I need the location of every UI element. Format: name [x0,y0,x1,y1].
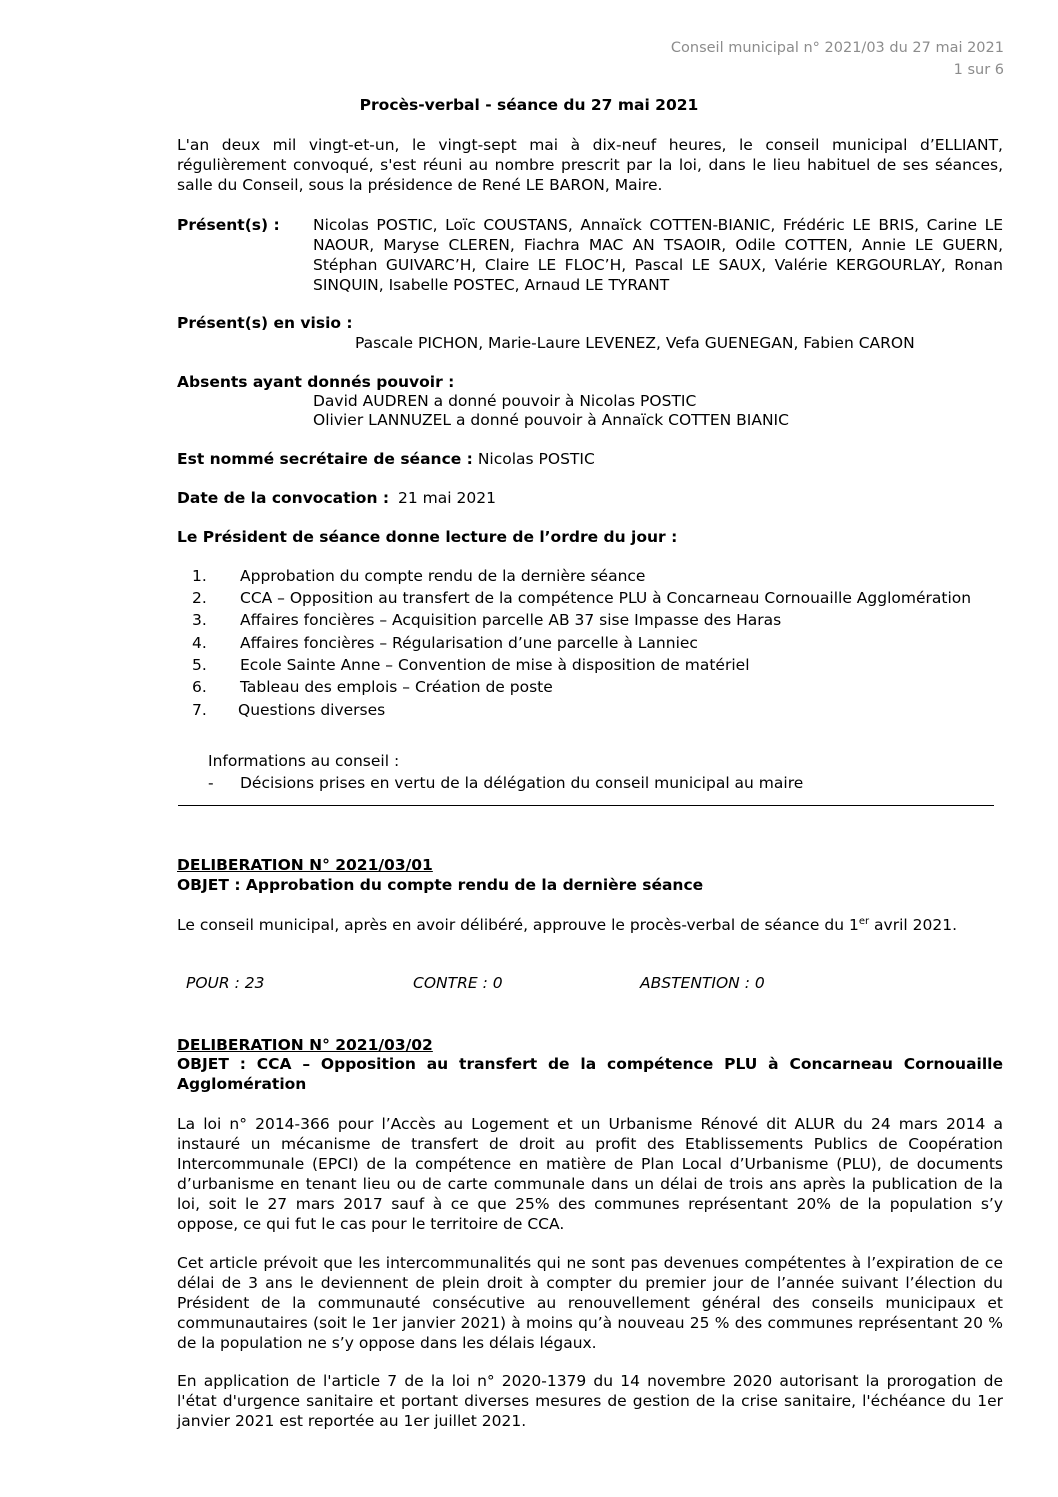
secretaire-value: Nicolas POSTIC [477,450,595,468]
agenda-item: Questions diverses [238,701,386,719]
document-title: Procès-verbal - séance du 27 mai 2021 [359,96,699,114]
agenda-item: Affaires foncières – Acquisition parcelle AB 37 sise Impasse des Haras [240,611,782,629]
document-reference: Conseil municipal n° 2021/03 du 27 mai 2021 [670,40,1004,56]
agenda-item: CCA – Opposition au transfert de la compétence PLU à Concarneau Cornouaille Agglomération [240,589,972,607]
delib1-title: DELIBERATION N° 2021/03/01 [177,856,433,874]
agenda-item-number: 6. [192,678,207,696]
vote-pour: POUR : 23 [186,974,265,992]
secretaire-line [177,449,595,469]
agenda-item: Ecole Sainte Anne – Convention de mise à disposition de matériel [240,656,750,674]
absent-proxy-line: Olivier LANNUZEL a donné pouvoir à Annaïck COTTEN BIANIC [313,411,789,429]
agenda-item-number: 4. [192,634,207,652]
absent-proxy-line: David AUDREN a donné pouvoir à Nicolas POSTIC [313,392,697,410]
agenda-item: Approbation du compte rendu de la dernière séance [240,567,646,585]
present-label: Présent(s) : [177,216,280,234]
vote-abstention: ABSTENTION : 0 [640,974,765,992]
delib1-text: Le conseil municipal, après en avoir délibéré, approuve le procès-verbal de séance du 1er avril 2021. [177,915,957,934]
delib2-paragraph: En application de l'article 7 de la loi n° 2020-1379 du 14 novembre 2020 autorisant la prorogation de l'état d'urgence sanitaire et portant diverses mesures de gestion de la crise sanitaire, l'échéance du 1er janvier 2021 est reportée au 1er juillet 2021. [177,1372,1003,1430]
vote-contre: CONTRE : 0 [413,974,503,992]
delib2-paragraph: Cet article prévoit que les intercommunalités qui ne sont pas devenues compétentes à l’expiration de ce délai de 3 ans le deviennent de plein droit à compter du premier jour de l’année suivant l’élection du Président de la communauté consécutive au renouvellement général des conseils municipaux et communautaires (soit le 1er janvier 2021) à moins qu’à nouveau 25 % des communes représentant 20 % de la population ne s’y oppose dans les délais légaux. [177,1254,1003,1352]
info-label: Informations au conseil : [208,752,400,770]
present-visio-label: Présent(s) en visio : [177,314,353,332]
delib2-objet: OBJET : CCA – Opposition au transfert de la compétence PLU à Concarneau Cornouaille Agglomération [177,1055,1003,1093]
agenda-item: Tableau des emplois – Création de poste [240,678,553,696]
agenda-item-number: 5. [192,656,207,674]
present-visio-list: Pascale PICHON, Marie-Laure LEVENEZ, Vefa GUENEGAN, Fabien CARON [355,334,915,352]
agenda-item: Affaires foncières – Régularisation d’une parcelle à Lanniec [240,634,698,652]
agenda-label: Le Président de séance donne lecture de l’ordre du jour : [177,528,678,546]
info-item: Décisions prises en vertu de la délégation du conseil municipal au maire [240,774,804,792]
delib1-objet: OBJET : Approbation du compte rendu de la dernière séance [177,876,704,894]
present-list: Nicolas POSTIC, Loïc COUSTANS, Annaïck COTTEN-BIANIC, Frédéric LE BRIS, Carine LE NAOUR, Maryse CLEREN, Fiachra MAC AN TSAOIR, Odile COTTEN, Annie LE GUERN, Stéphan GUIVARC’H, Claire LE FLOC’H, Pascal LE SAUX, Valérie KERGOURLAY, Ronan SINQUIN, Isabelle POSTEC, Arnaud LE TYRANT [313,216,1003,294]
delib2-paragraph: La loi n° 2014-366 pour l’Accès au Logement et un Urbanisme Rénové dit ALUR du 24 mars 2014 a instauré un mécanisme de transfert de droit au profit des Etablissements Publics de Coopération Intercommunale (EPCI) de la compétence en matière de Plan Local d’Urbanisme (PLU), de documents d’urbanisme en tenant lieu ou de carte communale dans un délai de trois ans après la publication de la loi, soit le 27 mars 2017 sauf à ce que 25% des communes représentant 20% de la population s’y oppose, ce qui fut le cas pour le territoire de CCA. [177,1115,1003,1233]
absents-label: Absents ayant donnés pouvoir : [177,373,455,391]
intro-paragraph: L'an deux mil vingt-et-un, le vingt-sept mai à dix-neuf heures, le conseil municipal d’ELLIANT, régulièrement convoqué, s'est réuni au nombre prescrit par la loi, dans le lieu habituel de ses séances, salle du Conseil, sous la présidence de René LE BARON, Maire. [177,136,1003,194]
agenda-item-number: 1. [192,567,207,585]
page-number: 1 sur 6 [953,62,1004,78]
separator-line [178,805,994,806]
convocation-line [177,488,496,508]
convocation-date: 21 mai 2021 [398,489,496,507]
info-dash: - [208,774,214,792]
delib2-title: DELIBERATION N° 2021/03/02 [177,1036,433,1054]
agenda-item-number: 7. [192,701,207,719]
secretaire-label: Est nommé secrétaire de séance : [177,450,473,468]
convocation-label: Date de la convocation : [177,489,390,507]
agenda-item-number: 3. [192,611,207,629]
agenda-item-number: 2. [192,589,207,607]
